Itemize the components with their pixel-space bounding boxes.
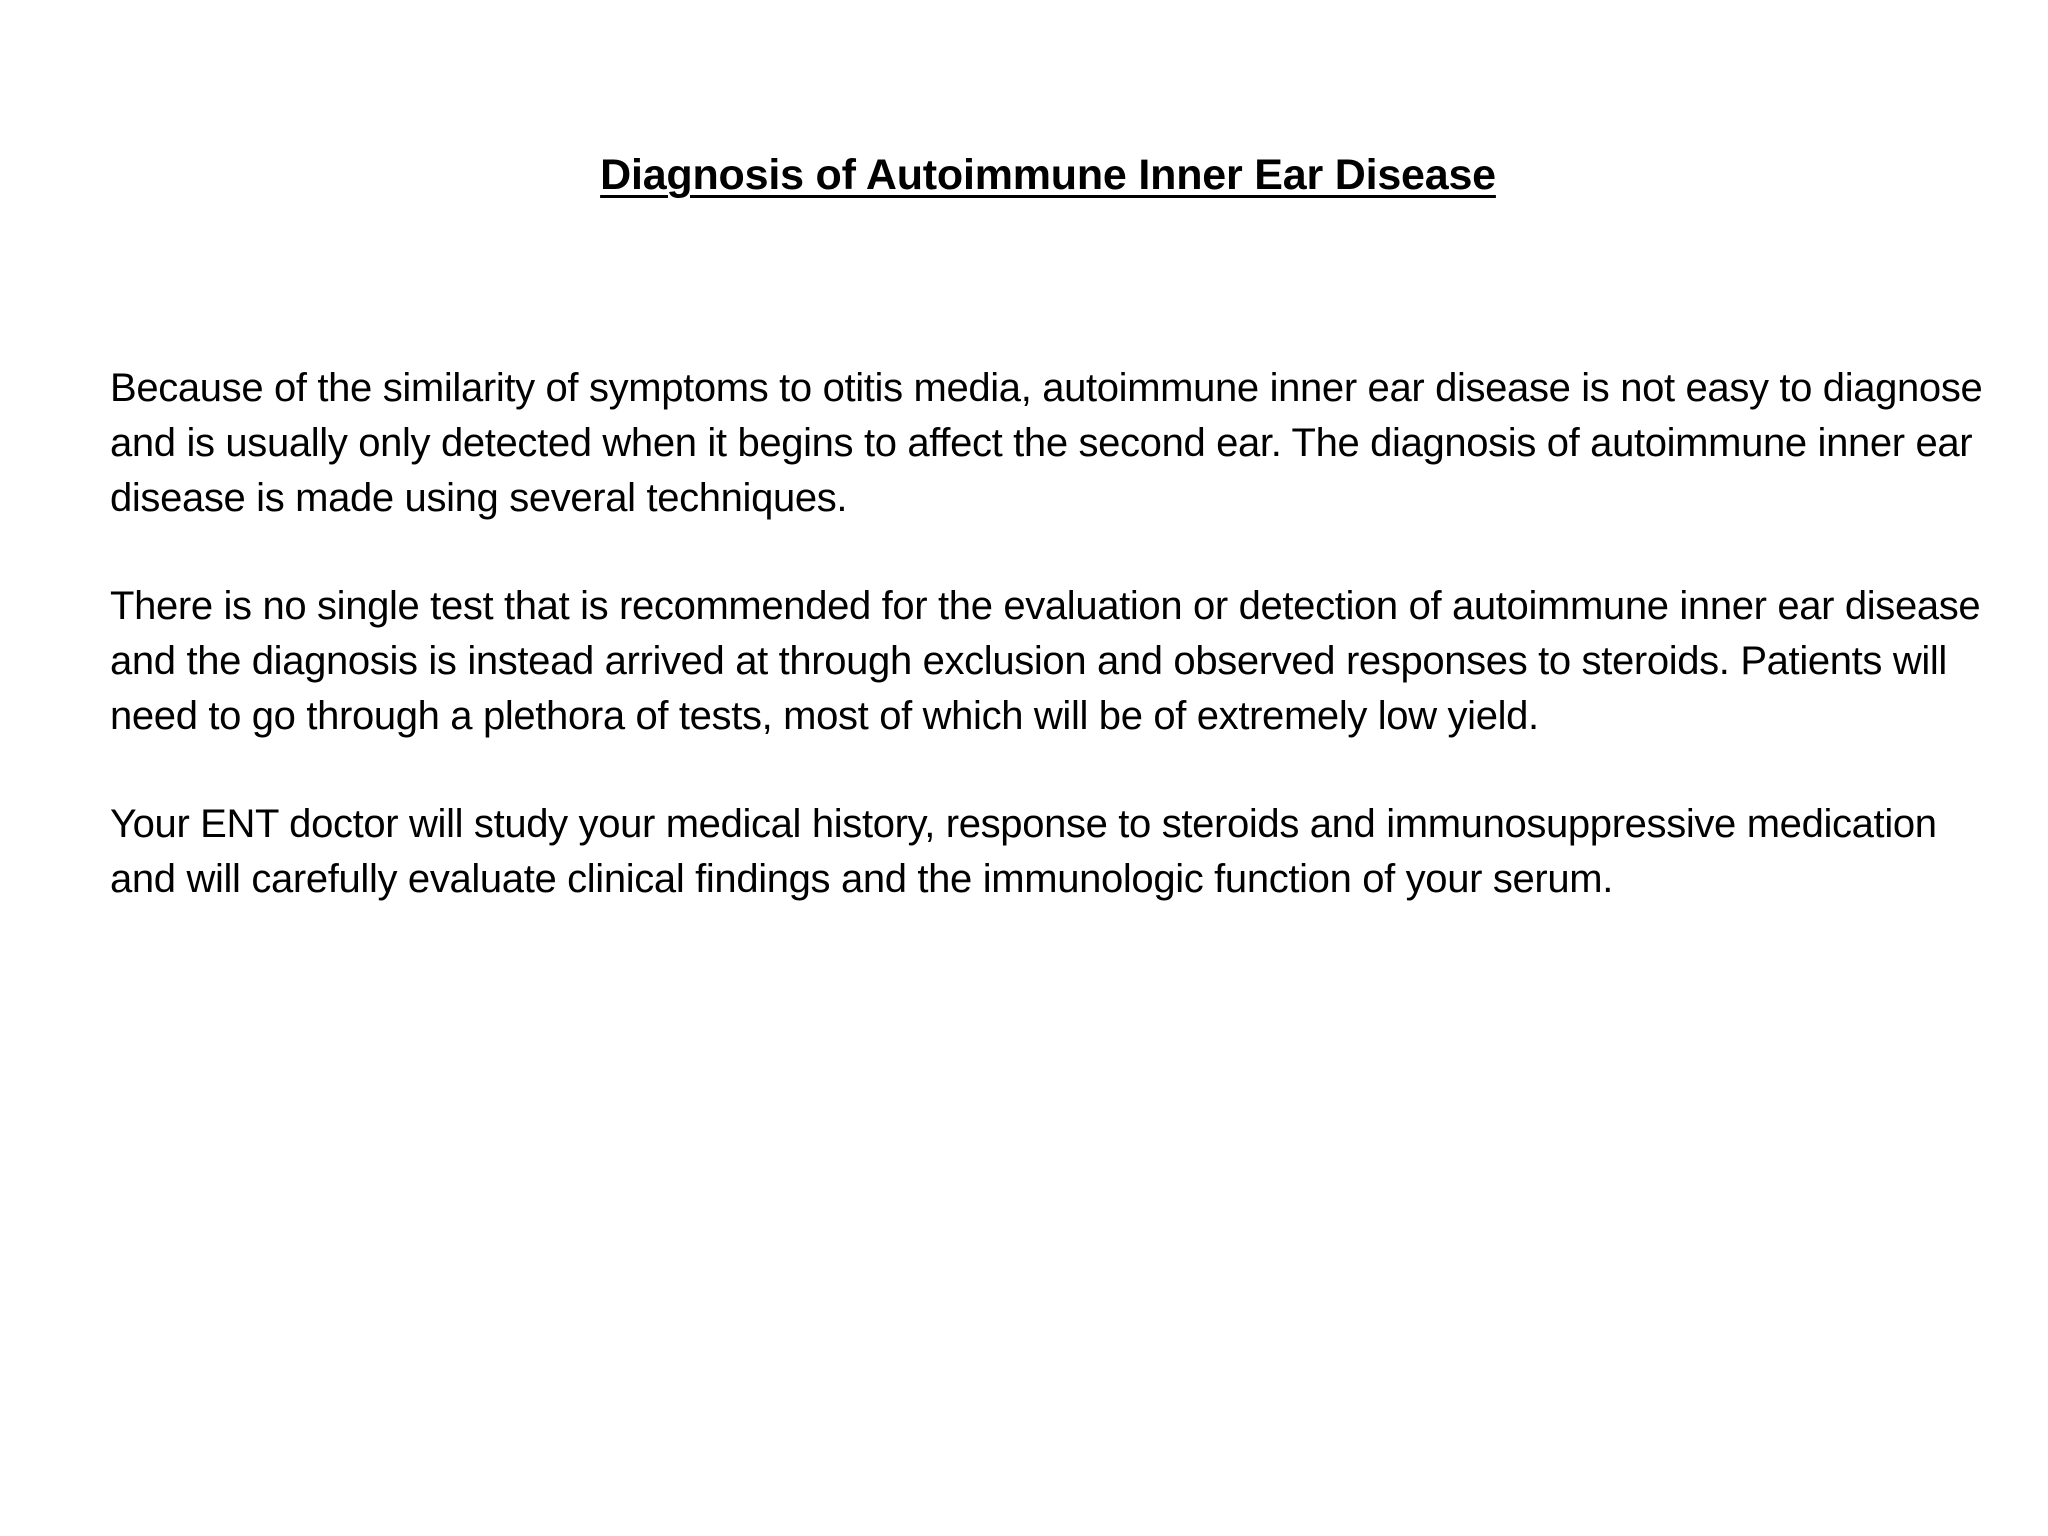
paragraph-ent-doctor: Your ENT doctor will study your medical history, response to steroids and immunosuppressive medication and will carefully evaluate clinical findings and the immunologic function of your serum. [110,802,1937,901]
paragraph-testing: There is no single test that is recommended for the evaluation or detection of autoimmune inner ear disease and the diagnosis is instead arrived at through exclusion and observed responses to steroids. Patients will need to go through a plethora of tests, most of which will be of extremely low yield. [110,584,1981,738]
document-title: Diagnosis of Autoimmune Inner Ear Disease [600,151,1496,199]
paragraph-symptoms: Because of the similarity of symptoms to otitis media, autoimmune inner ear disease is not easy to diagnose and is usually only detected when it begins to affect the second ear. The diagnosis of autoimmune inner ear disease is made using several techniques. [110,366,1983,520]
document-body [110,361,1990,960]
